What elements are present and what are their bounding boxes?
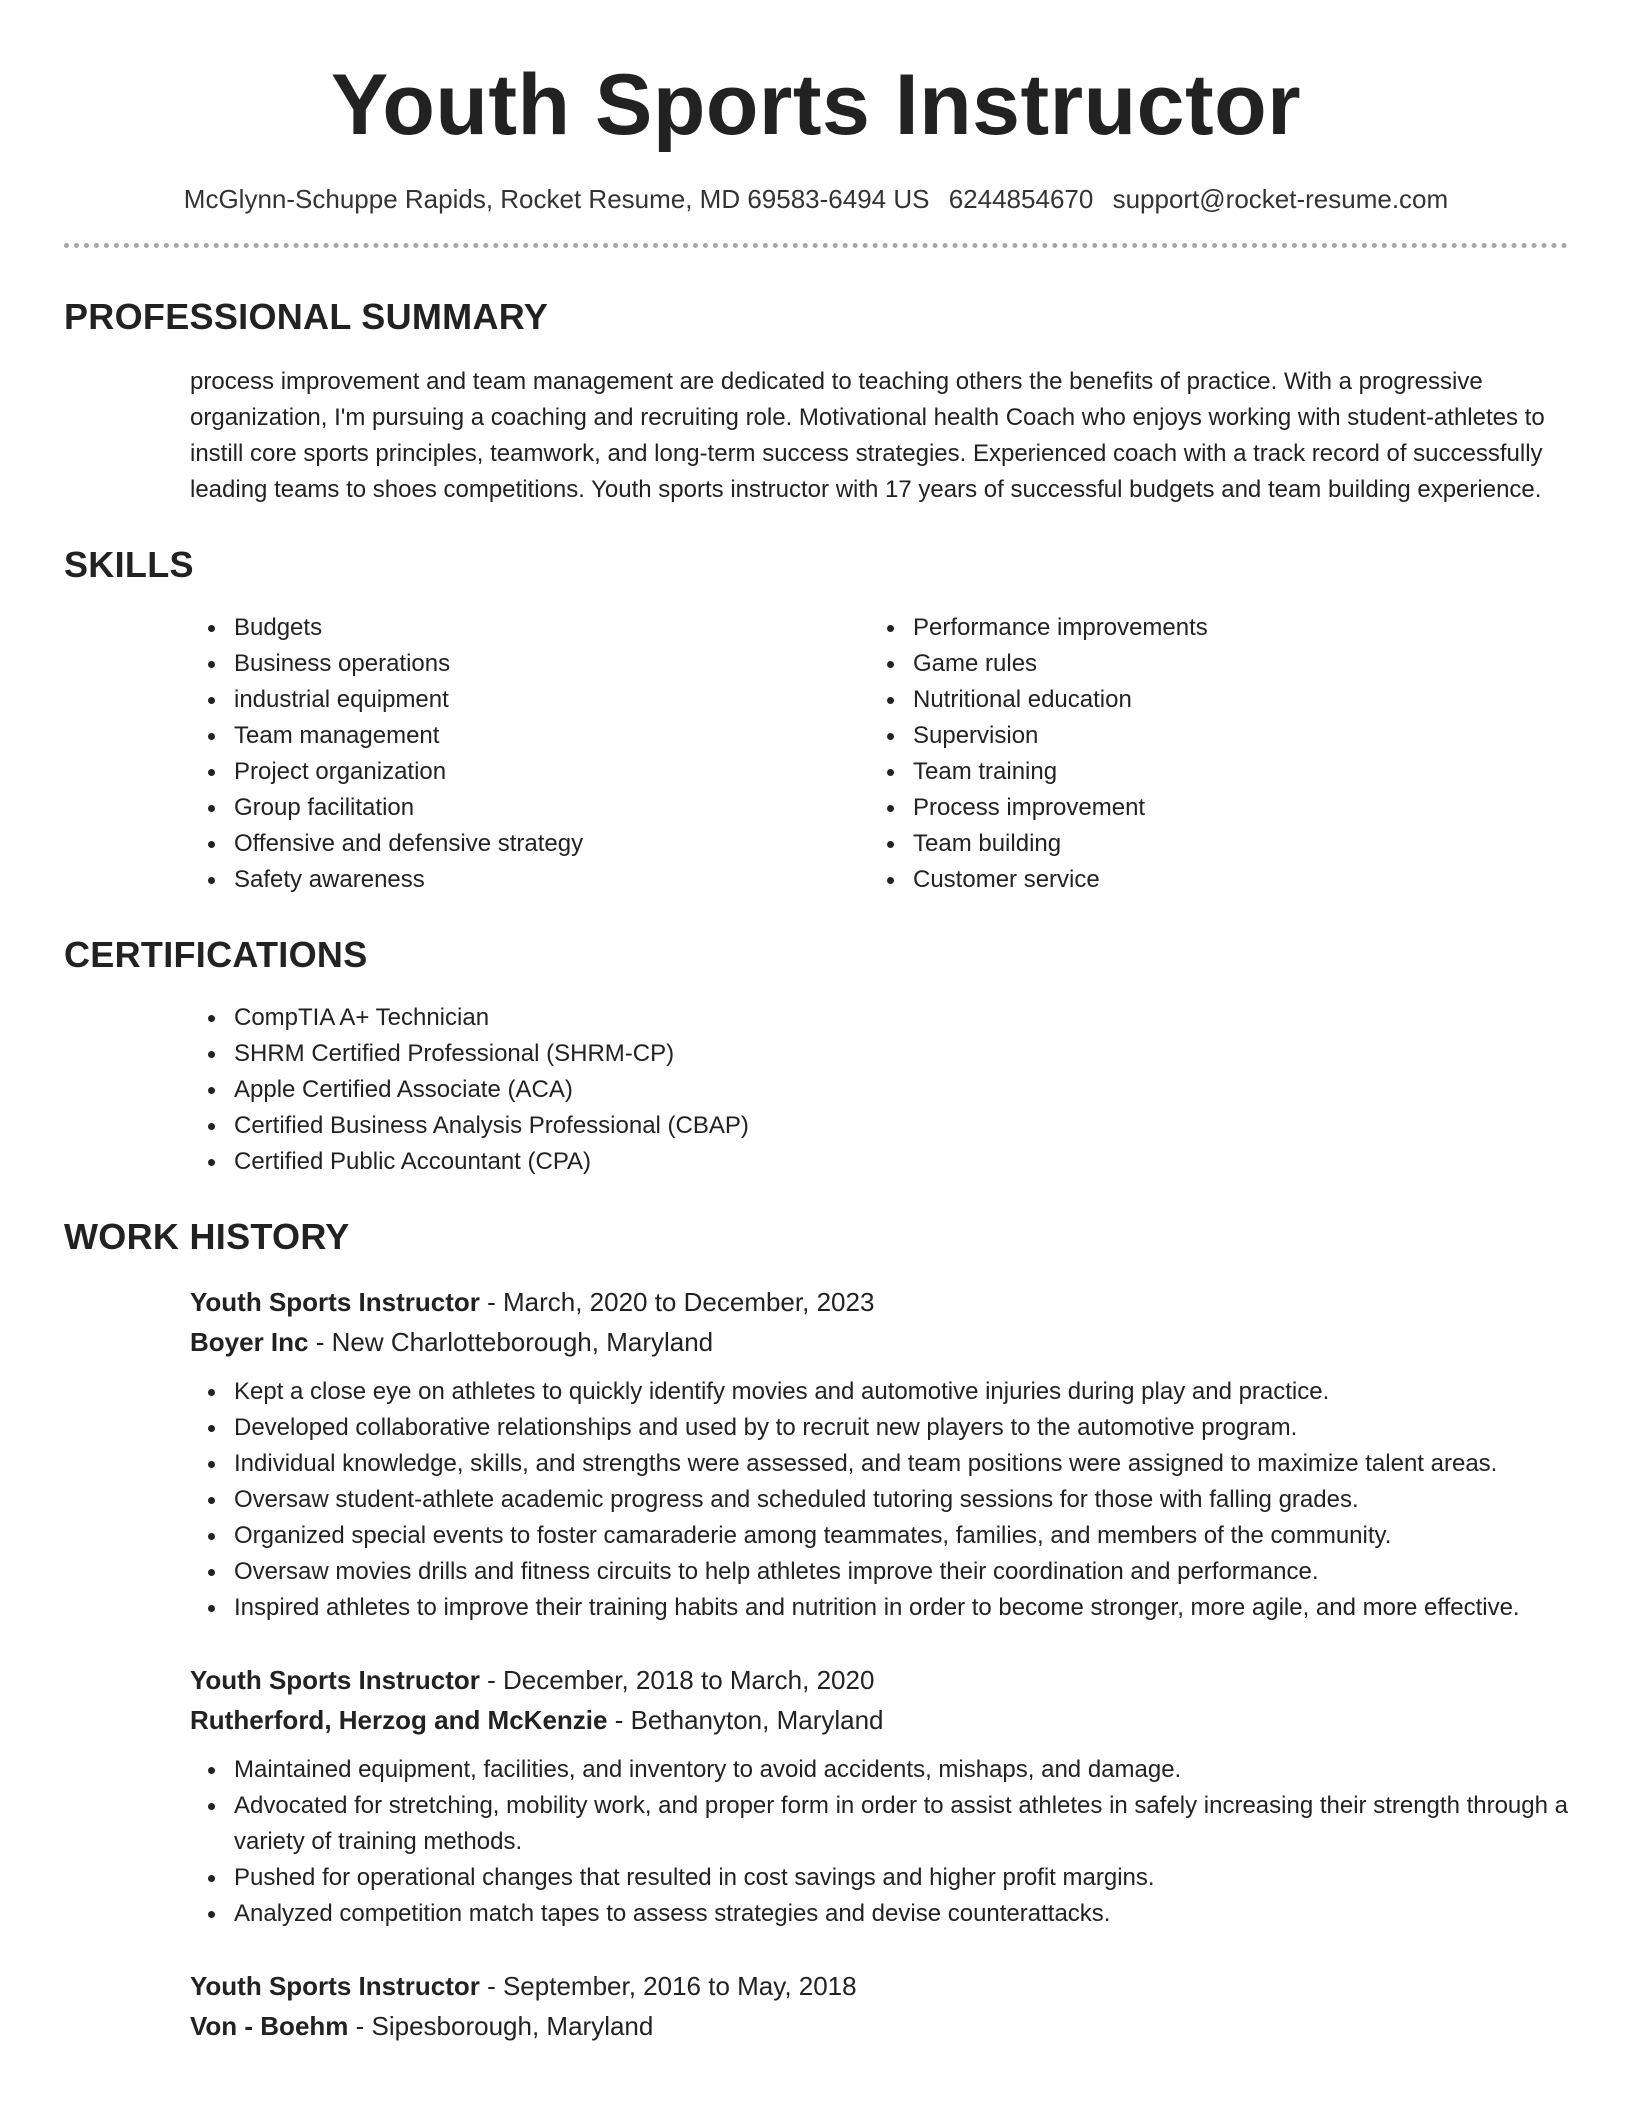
- job-company-line: [190, 2006, 1568, 2046]
- job-dates: - March, 2020 to December, 2023: [479, 1287, 875, 1317]
- job-location: - New Charlotteborough, Maryland: [308, 1327, 714, 1357]
- skill-item: Team building: [869, 826, 1548, 862]
- contact-line: [64, 184, 1568, 215]
- contact-address: McGlynn-Schuppe Rapids, Rocket Resume, MD 69583-6494 US: [183, 184, 930, 214]
- work-history-heading: WORK HISTORY: [64, 1216, 350, 1257]
- skills-column-left: [190, 610, 869, 898]
- skill-item: Team management: [190, 718, 869, 754]
- job-role: Youth Sports Instructor: [190, 1287, 480, 1317]
- job-duties: [190, 1374, 1568, 1626]
- header-divider: [64, 243, 1568, 248]
- skills-column-right: [869, 610, 1548, 898]
- job-dates: - December, 2018 to March, 2020: [479, 1665, 875, 1695]
- job-title-line: [190, 1966, 1568, 2006]
- job-duties: [190, 1752, 1568, 1932]
- skill-item: Process improvement: [869, 790, 1548, 826]
- job-title-line: [190, 1282, 1568, 1322]
- duty-item: Analyzed competition match tapes to assess strategies and devise counterattacks.: [190, 1896, 1568, 1932]
- skills-list: [190, 610, 1568, 898]
- certification-item: Apple Certified Associate (ACA): [190, 1072, 1568, 1108]
- duty-item: Inspired athletes to improve their training habits and nutrition in order to become stronger, more agile, and more effective.: [190, 1590, 1568, 1626]
- duty-item: Individual knowledge, skills, and strengths were assessed, and team positions were assigned to maximize talent areas.: [190, 1446, 1568, 1482]
- certification-item: CompTIA A+ Technician: [190, 1000, 1568, 1036]
- job-company-line: [190, 1322, 1568, 1362]
- duty-item: Maintained equipment, facilities, and inventory to avoid accidents, mishaps, and damage.: [190, 1752, 1568, 1788]
- certifications-list: [190, 1000, 1568, 1180]
- duty-item: Organized special events to foster camaraderie among teammates, families, and members of the community.: [190, 1518, 1568, 1554]
- job-role: Youth Sports Instructor: [190, 1971, 480, 2001]
- certifications-heading: CERTIFICATIONS: [64, 934, 368, 975]
- work-history-list: [190, 1282, 1568, 2046]
- job-company: Rutherford, Herzog and McKenzie: [190, 1705, 608, 1735]
- contact-phone: 6244854670: [948, 184, 1094, 214]
- duty-item: Pushed for operational changes that resulted in cost savings and higher profit margins.: [190, 1860, 1568, 1896]
- summary-heading: PROFESSIONAL SUMMARY: [64, 296, 549, 337]
- duty-item: Oversaw movies drills and fitness circuits to help athletes improve their coordination and performance.: [190, 1554, 1568, 1590]
- skills-heading: SKILLS: [64, 544, 194, 585]
- certification-item: Certified Public Accountant (CPA): [190, 1144, 1568, 1180]
- job-location: - Bethanyton, Maryland: [607, 1705, 884, 1735]
- skill-item: Customer service: [869, 862, 1548, 898]
- skill-item: Team training: [869, 754, 1548, 790]
- duty-item: Developed collaborative relationships and used by to recruit new players to the automotive program.: [190, 1410, 1568, 1446]
- duty-item: Oversaw student-athlete academic progress and scheduled tutoring sessions for those with falling grades.: [190, 1482, 1568, 1518]
- skill-item: Nutritional education: [869, 682, 1548, 718]
- job-company-line: [190, 1700, 1568, 1740]
- job-entry: [190, 1660, 1568, 1932]
- resume-page: [64, 0, 1568, 2080]
- duty-item: Advocated for stretching, mobility work, and proper form in order to assist athletes in safely increasing their strength through a variety of training methods.: [190, 1788, 1568, 1860]
- skill-item: Group facilitation: [190, 790, 869, 826]
- skill-item: Offensive and defensive strategy: [190, 826, 869, 862]
- job-entry: [190, 1282, 1568, 1626]
- job-role: Youth Sports Instructor: [190, 1665, 480, 1695]
- skill-item: Safety awareness: [190, 862, 869, 898]
- job-company: Von - Boehm: [190, 2011, 349, 2041]
- certification-item: Certified Business Analysis Professional (CBAP): [190, 1108, 1568, 1144]
- skill-item: industrial equipment: [190, 682, 869, 718]
- summary-text: process improvement and team management are dedicated to teaching others the benefits of practice. With a progressive organization, I'm pursuing a coaching and recruiting role. Motivational health Coach who enjoys working with student-athletes to instill core sports principles, teamwork, and long-term success strategies. Experienced coach with a track record of successfully leading teams to shoes competitions. Youth sports instructor with 17 years of successful budgets and team building experience.: [190, 368, 1545, 503]
- resume-name: Youth Sports Instructor: [330, 57, 1302, 153]
- skill-item: Performance improvements: [869, 610, 1548, 646]
- skill-item: Project organization: [190, 754, 869, 790]
- job-company: Boyer Inc: [190, 1327, 309, 1357]
- contact-email: support@rocket-resume.com: [1112, 184, 1449, 214]
- skill-item: Budgets: [190, 610, 869, 646]
- job-title-line: [190, 1660, 1568, 1700]
- skill-item: Game rules: [869, 646, 1548, 682]
- skill-item: Business operations: [190, 646, 869, 682]
- job-location: - Sipesborough, Maryland: [348, 2011, 654, 2041]
- certification-item: SHRM Certified Professional (SHRM-CP): [190, 1036, 1568, 1072]
- skill-item: Supervision: [869, 718, 1548, 754]
- job-dates: - September, 2016 to May, 2018: [479, 1971, 857, 2001]
- duty-item: Kept a close eye on athletes to quickly identify movies and automotive injuries during play and practice.: [190, 1374, 1568, 1410]
- job-entry: [190, 1966, 1568, 2046]
